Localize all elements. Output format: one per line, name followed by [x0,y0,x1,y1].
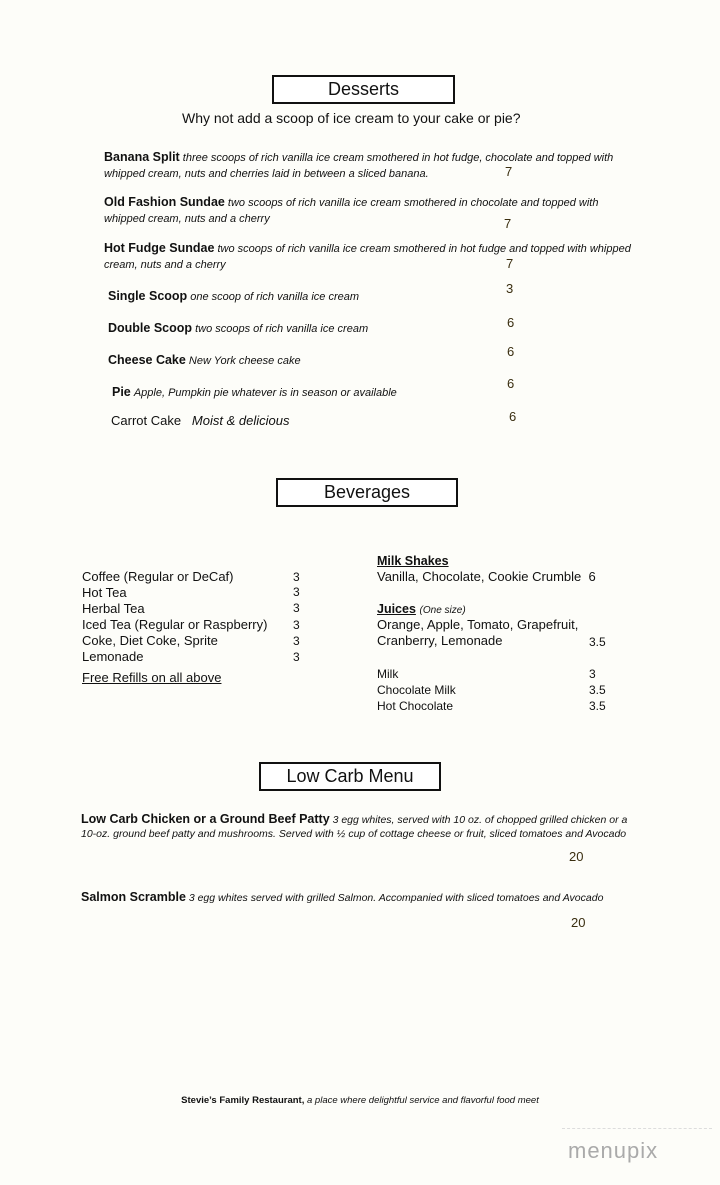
dessert-item: Pie Apple, Pumpkin pie whatever is in season or available [112,385,397,399]
beverage-price: 3 [293,618,300,632]
beverage-item: Hot Chocolate [377,699,454,713]
dessert-item: Single Scoop one scoop of rich vanilla ice cream [108,289,359,303]
dessert-item: Old Fashion Sundae two scoops of rich vanilla ice cream smothered in chocolate and topped with whipped cream, nuts and a cherry [104,195,599,225]
beverage-price: 3 [293,650,300,664]
milk-shakes-heading: Milk Shakes [377,554,449,568]
desserts-title: Desserts [327,79,399,99]
beverage-price: 3 [293,570,300,584]
low-carb-title: Low Carb Menu [286,766,414,786]
beverage-item: Chocolate Milk [377,683,456,697]
dessert-price: 6 [507,344,515,359]
beverage-item: Iced Tea (Regular or Raspberry) [82,617,268,632]
dessert-item: Carrot Cake Moist & delicious [111,413,290,428]
refill-note: Free Refills on all above [82,670,222,685]
dessert-item: Cheese Cake New York cheese cake [108,353,301,367]
beverage-item: Lemonade [82,649,144,664]
dessert-item: Banana Split three scoops of rich vanilla ice cream smothered in hot fudge, chocolate and topped with whipped cream, nuts and cherries laid in between a sliced banana. [104,150,614,180]
watermark: menupix [562,1128,712,1172]
dessert-price: 7 [506,256,514,271]
beverage-item: Hot Tea [82,585,127,600]
beverage-item: Herbal Tea [82,601,145,616]
beverage-price: 3 [589,667,596,681]
juices-price: 3.5 [589,635,606,649]
desserts-heading [272,75,455,104]
dessert-item: Double Scoop two scoops of rich vanilla ice cream [108,321,369,335]
beverages-heading [276,478,458,507]
beverage-item: Coke, Diet Coke, Sprite [82,633,218,648]
low-carb-price: 20 [571,915,586,930]
beverages-title: Beverages [323,482,411,502]
dessert-price: 3 [506,281,514,296]
beverage-price: 3 [293,634,300,648]
low-carb-item: Low Carb Chicken or a Ground Beef Patty 3 egg whites, served with 10 oz. of chopped grilled chicken or a 10-oz. ground beef patty and mushrooms. Served with ½ cup of cottage cheese or fruit, sliced tomatoes and Avocado [81,812,628,840]
beverage-price: 3.5 [589,683,606,697]
low-carb-heading [259,762,441,791]
beverage-price: 3.5 [589,699,606,713]
footer: Stevie’s Family Restaurant, a place where delightful service and flavorful food meet [181,1095,539,1106]
beverage-price: 3 [293,585,300,599]
juices-line: Orange, Apple, Tomato, Grapefruit, [377,617,579,632]
milk-shakes-items: Vanilla, Chocolate, Cookie Crumble 6 [377,569,596,584]
dessert-price: 6 [507,376,515,391]
desserts-tagline: Why not add a scoop of ice cream to your cake or pie? [182,110,521,126]
dessert-price: 7 [504,216,512,231]
dessert-price: 6 [509,409,517,424]
juices-heading: Juices (One size) [377,602,466,616]
dessert-item: Hot Fudge Sundae two scoops of rich vanilla ice cream smothered in hot fudge and topped with whipped cream, nuts and a cherry [104,241,631,271]
beverage-item: Coffee (Regular or DeCaf) [82,569,234,584]
low-carb-item: Salmon Scramble 3 egg whites served with grilled Salmon. Accompanied with sliced tomatoes and Avocado [81,890,604,904]
dessert-price: 6 [507,315,515,330]
low-carb-price: 20 [569,849,584,864]
beverage-item: Milk [377,667,399,681]
juices-line: Cranberry, Lemonade [377,633,503,648]
dessert-price: 7 [505,164,513,179]
beverage-price: 3 [293,601,300,615]
